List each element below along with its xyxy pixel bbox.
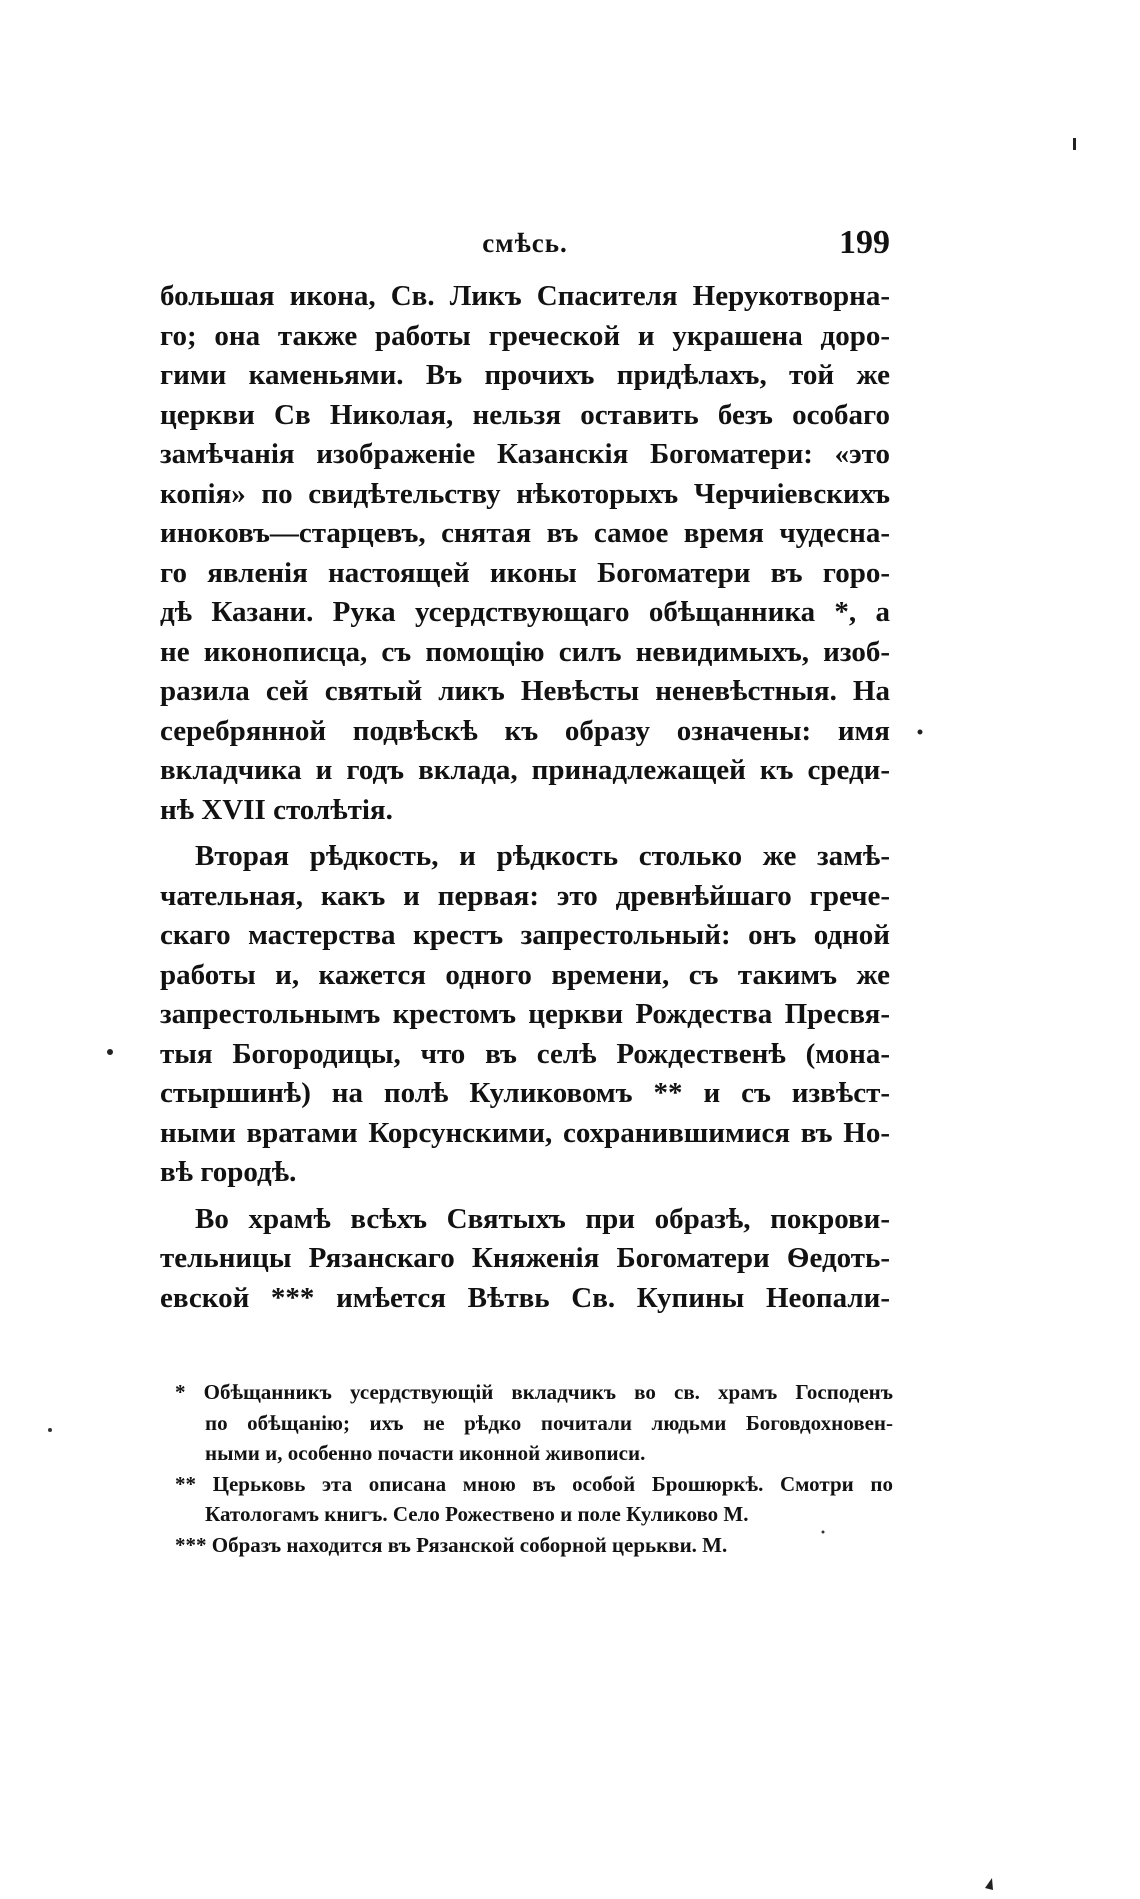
text-line: дѣ Казани. Рука усердствующаго обѣщанника *, а xyxy=(160,596,890,628)
scan-speck xyxy=(918,730,923,735)
footnote-line: * Обѣщанникъ усердствующій вкладчикъ во св. храмъ Господенъ xyxy=(175,1380,893,1404)
text-line: тыя Богородицы, что въ селѣ Рождественѣ (мона- xyxy=(160,1037,890,1070)
scan-speck xyxy=(1073,138,1076,150)
footnote-line: по обѣщанію; ихъ не рѣдко почитали людьми Боговдохновен- xyxy=(205,1410,893,1435)
text-line: чательная, какъ и первая: это древнѣйшаго грече- xyxy=(160,879,890,912)
running-head xyxy=(160,224,890,268)
body-text xyxy=(160,277,890,1318)
text-line: евской *** имѣется Вѣтвь Св. Купины Неопали- xyxy=(160,1281,890,1314)
text-line: работы и, кажется одного времени, съ такимъ же xyxy=(160,958,890,991)
text-line: скаго мастерства крестъ запрестольный: онъ одной xyxy=(160,919,890,951)
text-line: го; она также работы греческой и украшена доро- xyxy=(160,319,890,352)
text-line: не иконописца, съ помощію силъ невидимыхъ, изоб- xyxy=(160,635,890,668)
text-line: церкви Св Николая, нельзя оставить безъ особаго xyxy=(160,398,890,431)
text-line: замѣчанія изображеніе Казанскія Богоматери: «это xyxy=(160,438,890,470)
text-line: гими каменьями. Въ прочихъ придѣлахъ, той же xyxy=(160,359,890,391)
text-line: Во храмѣ всѣхъ Святыхъ при образѣ, покрови- xyxy=(195,1202,890,1235)
running-title: смѣсь. xyxy=(482,228,568,258)
footnotes xyxy=(175,1377,893,1560)
scan-speck xyxy=(107,1049,113,1055)
page-number: 199 xyxy=(839,224,890,261)
text-line: разила сей святый ликъ Невѣсты неневѣстныя. На xyxy=(160,675,890,707)
footnote-line: *** Образъ находится въ Рязанской соборной церькви. М. xyxy=(175,1532,728,1557)
footnote-line: ** Церьковь эта описана мною въ особой Брошюркѣ. Смотри по xyxy=(175,1471,893,1496)
text-line: Вторая рѣдкость, и рѣдкость столько же замѣ- xyxy=(195,840,890,872)
text-line: стыршинѣ) на полѣ Куликовомъ ** и съ извѣст- xyxy=(160,1077,890,1109)
text-line: ными вратами Корсунскими, сохранившимися въ Но- xyxy=(160,1116,890,1149)
text-line: тельницы Рязанскаго Княженія Богоматери Ѳедоть- xyxy=(160,1242,890,1274)
text-line: вѣ городѣ. xyxy=(160,1156,297,1188)
text-line: большая икона, Св. Ликъ Спасителя Нерукотворна- xyxy=(160,280,890,312)
scan-speck xyxy=(48,1428,52,1432)
text-line: запрестольнымъ крестомъ церкви Рождества Пресвя- xyxy=(160,998,890,1030)
text-line: го явленія настоящей иконы Богоматери въ горо- xyxy=(160,556,890,589)
scan-speck xyxy=(985,1878,993,1890)
text-line: серебрянной подвѣскѣ къ образу означены: имя xyxy=(160,714,890,747)
text-line: копія» по свидѣтельству нѣкоторыхъ Черчиіевскихъ xyxy=(160,477,890,510)
text-line: нѣ XVII столѣтія. xyxy=(160,793,393,826)
text-line: иноковъ—старцевъ, снятая въ самое время чудесна- xyxy=(160,517,890,549)
text-line: вкладчика и годъ вклада, принадлежащей къ среди- xyxy=(160,754,890,786)
footnote-line: Катологамъ книгъ. Село Рожествено и поле Куликово М. xyxy=(205,1502,749,1526)
footnote-line: ными и, особенно почасти иконной живописи. xyxy=(205,1441,646,1465)
